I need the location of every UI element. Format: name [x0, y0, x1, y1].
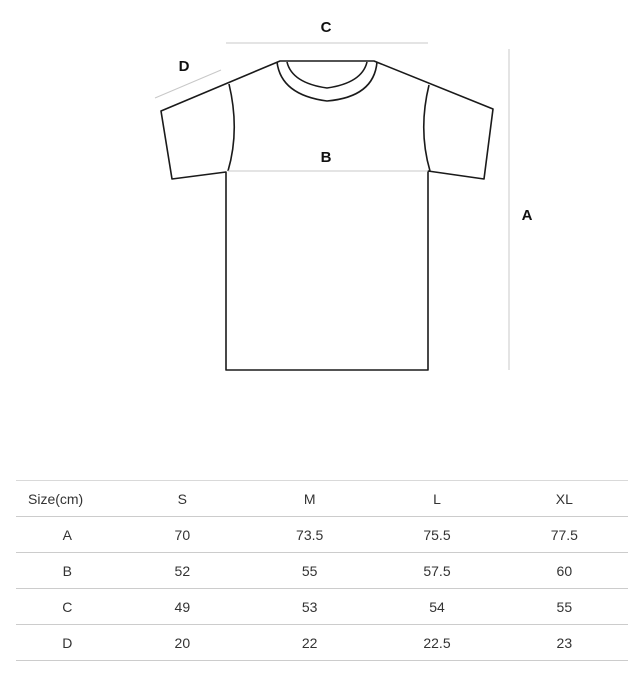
table-cell: 60	[501, 553, 628, 589]
table-cell: 22	[246, 625, 373, 661]
header-size: Size(cm)	[16, 481, 119, 517]
table-cell: 53	[246, 589, 373, 625]
size-chart-table	[16, 480, 628, 661]
row-label: D	[16, 625, 119, 661]
collar-outer	[277, 62, 377, 101]
table-cell: 77.5	[501, 517, 628, 553]
table-cell: 55	[501, 589, 628, 625]
label-b: B	[320, 149, 332, 166]
row-label: B	[16, 553, 119, 589]
table-cell: 20	[119, 625, 246, 661]
table-cell: 49	[119, 589, 246, 625]
left-armhole-seam	[228, 84, 234, 171]
label-d: D	[178, 58, 190, 75]
table-row	[16, 589, 628, 625]
table-row	[16, 517, 628, 553]
header-s: S	[119, 481, 246, 517]
right-armhole-seam	[424, 85, 430, 171]
header-xl: XL	[501, 481, 628, 517]
table-header-row	[16, 481, 628, 517]
table-cell: 52	[119, 553, 246, 589]
table-cell: 22.5	[373, 625, 500, 661]
table-cell: 70	[119, 517, 246, 553]
header-l: L	[373, 481, 500, 517]
table-cell: 23	[501, 625, 628, 661]
header-m: M	[246, 481, 373, 517]
table-cell: 57.5	[373, 553, 500, 589]
table-cell: 75.5	[373, 517, 500, 553]
label-a: A	[521, 207, 533, 224]
collar-inner	[287, 62, 367, 88]
table-cell: 55	[246, 553, 373, 589]
table-row	[16, 625, 628, 661]
tshirt-outline	[161, 61, 493, 370]
label-c: C	[320, 19, 332, 36]
table-cell: 73.5	[246, 517, 373, 553]
tshirt-body-outline	[161, 61, 493, 370]
row-label: C	[16, 589, 119, 625]
table-row	[16, 553, 628, 589]
row-label: A	[16, 517, 119, 553]
table-cell: 54	[373, 589, 500, 625]
